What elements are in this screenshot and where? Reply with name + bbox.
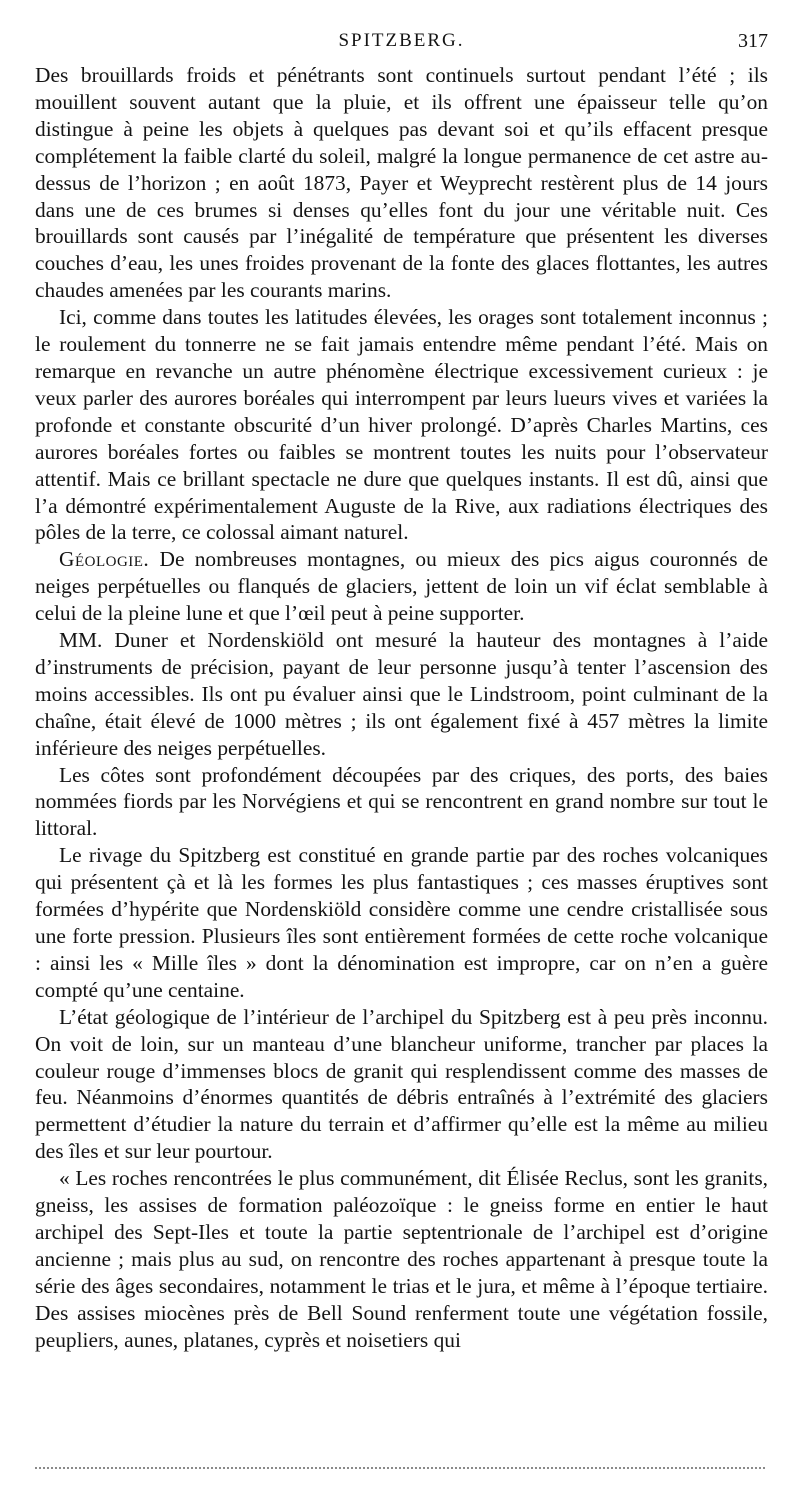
footer-dotted-rule <box>35 1467 765 1469</box>
running-title: SPITZBERG. <box>338 30 465 51</box>
paragraph-interior: L’état géologique de l’intérieur de l’archipel du Spitzberg est à peu près inconnu. On voit de loin, sur un manteau d’une blancheur uniforme, trancher par places la couleur rouge d’immenses blocs de granit qui resplendissent comme des masses de feu. Néanmoins d’énormes quantités de débris entraînés à l’extrémité des glaciers permettent d’étudier la nature du terrain et d’affirmer qu’elle est la même au milieu des îles et sur leur pourtour. <box>35 1004 768 1164</box>
paragraph-geology <box>35 546 768 627</box>
paragraph-mountains: MM. Duner et Nordenskiöld ont mesuré la hauteur des montagnes à l’aide d’instruments de précision, payant de leur personne jusqu’à tenter l’ascension des moins accessibles. Ils ont pu évaluer ainsi que le Lindstroom, point culminant de la chaîne, était élevé de 1000 mètres ; ils ont également fixé à 457 mètres la limite inférieure des neiges perpétuelles. <box>35 628 768 760</box>
paragraph-geology-text: De nombreuses montagnes, ou mieux des pics aigus couronnés de neiges perpétuelles ou flanqués de glaciers, jettent de loin un vif éclat semblable à celui de la pleine lune et que l’œil peut à peine supporter. <box>35 547 768 626</box>
running-head <box>35 30 768 56</box>
paragraph-aurora: Ici, comme dans toutes les latitudes élevées, les orages sont totalement inconnus ; le roulement du tonnerre ne se fait jamais entendre même pendant l’été. Mais on remarque en revanche un autre phénomène électrique excessivement curieux : je veux parler des aurores boréales qui interrompent par leurs lueurs vives et variées la profonde et constante obscurité d’un hiver prolongé. D’après Charles Martins, ces aurores boréales fortes ou faibles se montrent toutes les nuits pour l’observateur attentif. Mais ce brillant spectacle ne dure que quelques instants. Il est dû, ainsi que l’a démontré expérimentalement Auguste de la Rive, aux radiations électriques des pôles de la terre, ce colossal aimant naturel. <box>35 305 768 545</box>
paragraph-volcanic-rocks: Le rivage du Spitzberg est constitué en grande partie par des roches volcaniques qui présentent çà et là les formes les plus fantastiques ; ces masses éruptives sont formées d’hypérite que Nordenskiöld considère comme une cendre cristallisée sous une forte pression. Plusieurs îles sont entièrement formées de cette roche volcanique : ainsi les « Mille îles » dont la dénomination est impropre, car on n’en a guère compté qu’une centaine. <box>35 843 768 1002</box>
paragraph-coasts: Les côtes sont profondément découpées par des criques, des ports, des baies nommées fiords par les Norvégiens et qui se rencontrent en grand nombre sur tout le littoral. <box>35 762 768 841</box>
paragraph-reclus-quote: « Les roches rencontrées le plus communément, dit Élisée Reclus, sont les granits, gneiss, les assises de formation paléozoïque : le gneiss forme en entier le haut archipel des Sept-Iles et toute la partie septentrionale de l’archipel est d’origine ancienne ; mais plus au sud, on rencontre des roches appartenant à presque toute la série des âges secondaires, notamment le trias et le jura, et même à l’époque tertiaire. Des assises miocènes près de Bell Sound renferment toute une végétation fossile, peupliers, aunes, platanes, cyprès et noisetiers qui <box>35 1166 768 1352</box>
page-number: 317 <box>738 30 768 52</box>
body-text <box>35 62 768 1354</box>
paragraph-fog: Des brouillards froids et pénétrants sont continuels surtout pendant l’été ; ils mouillent souvent autant que la pluie, et ils offrent une épaisseur telle qu’on distingue à peine les objets à quelques pas devant soi et qu’ils effacent presque complétement la faible clarté du soleil, malgré la longue permanence de cet astre au-dessus de l’horizon ; en août 1873, Payer et Weyprecht restèrent plus de 14 jours dans une de ces brumes si denses qu’elles font du jour une véritable nuit. Ces brouillards sont causés par l’inégalité de température que présentent les diverses couches d’eau, les unes froides provenant de la fonte des glaces flottantes, les autres chaudes amenées par les courants marins. <box>35 63 768 303</box>
section-heading-geologie: Géologie. <box>59 547 150 572</box>
